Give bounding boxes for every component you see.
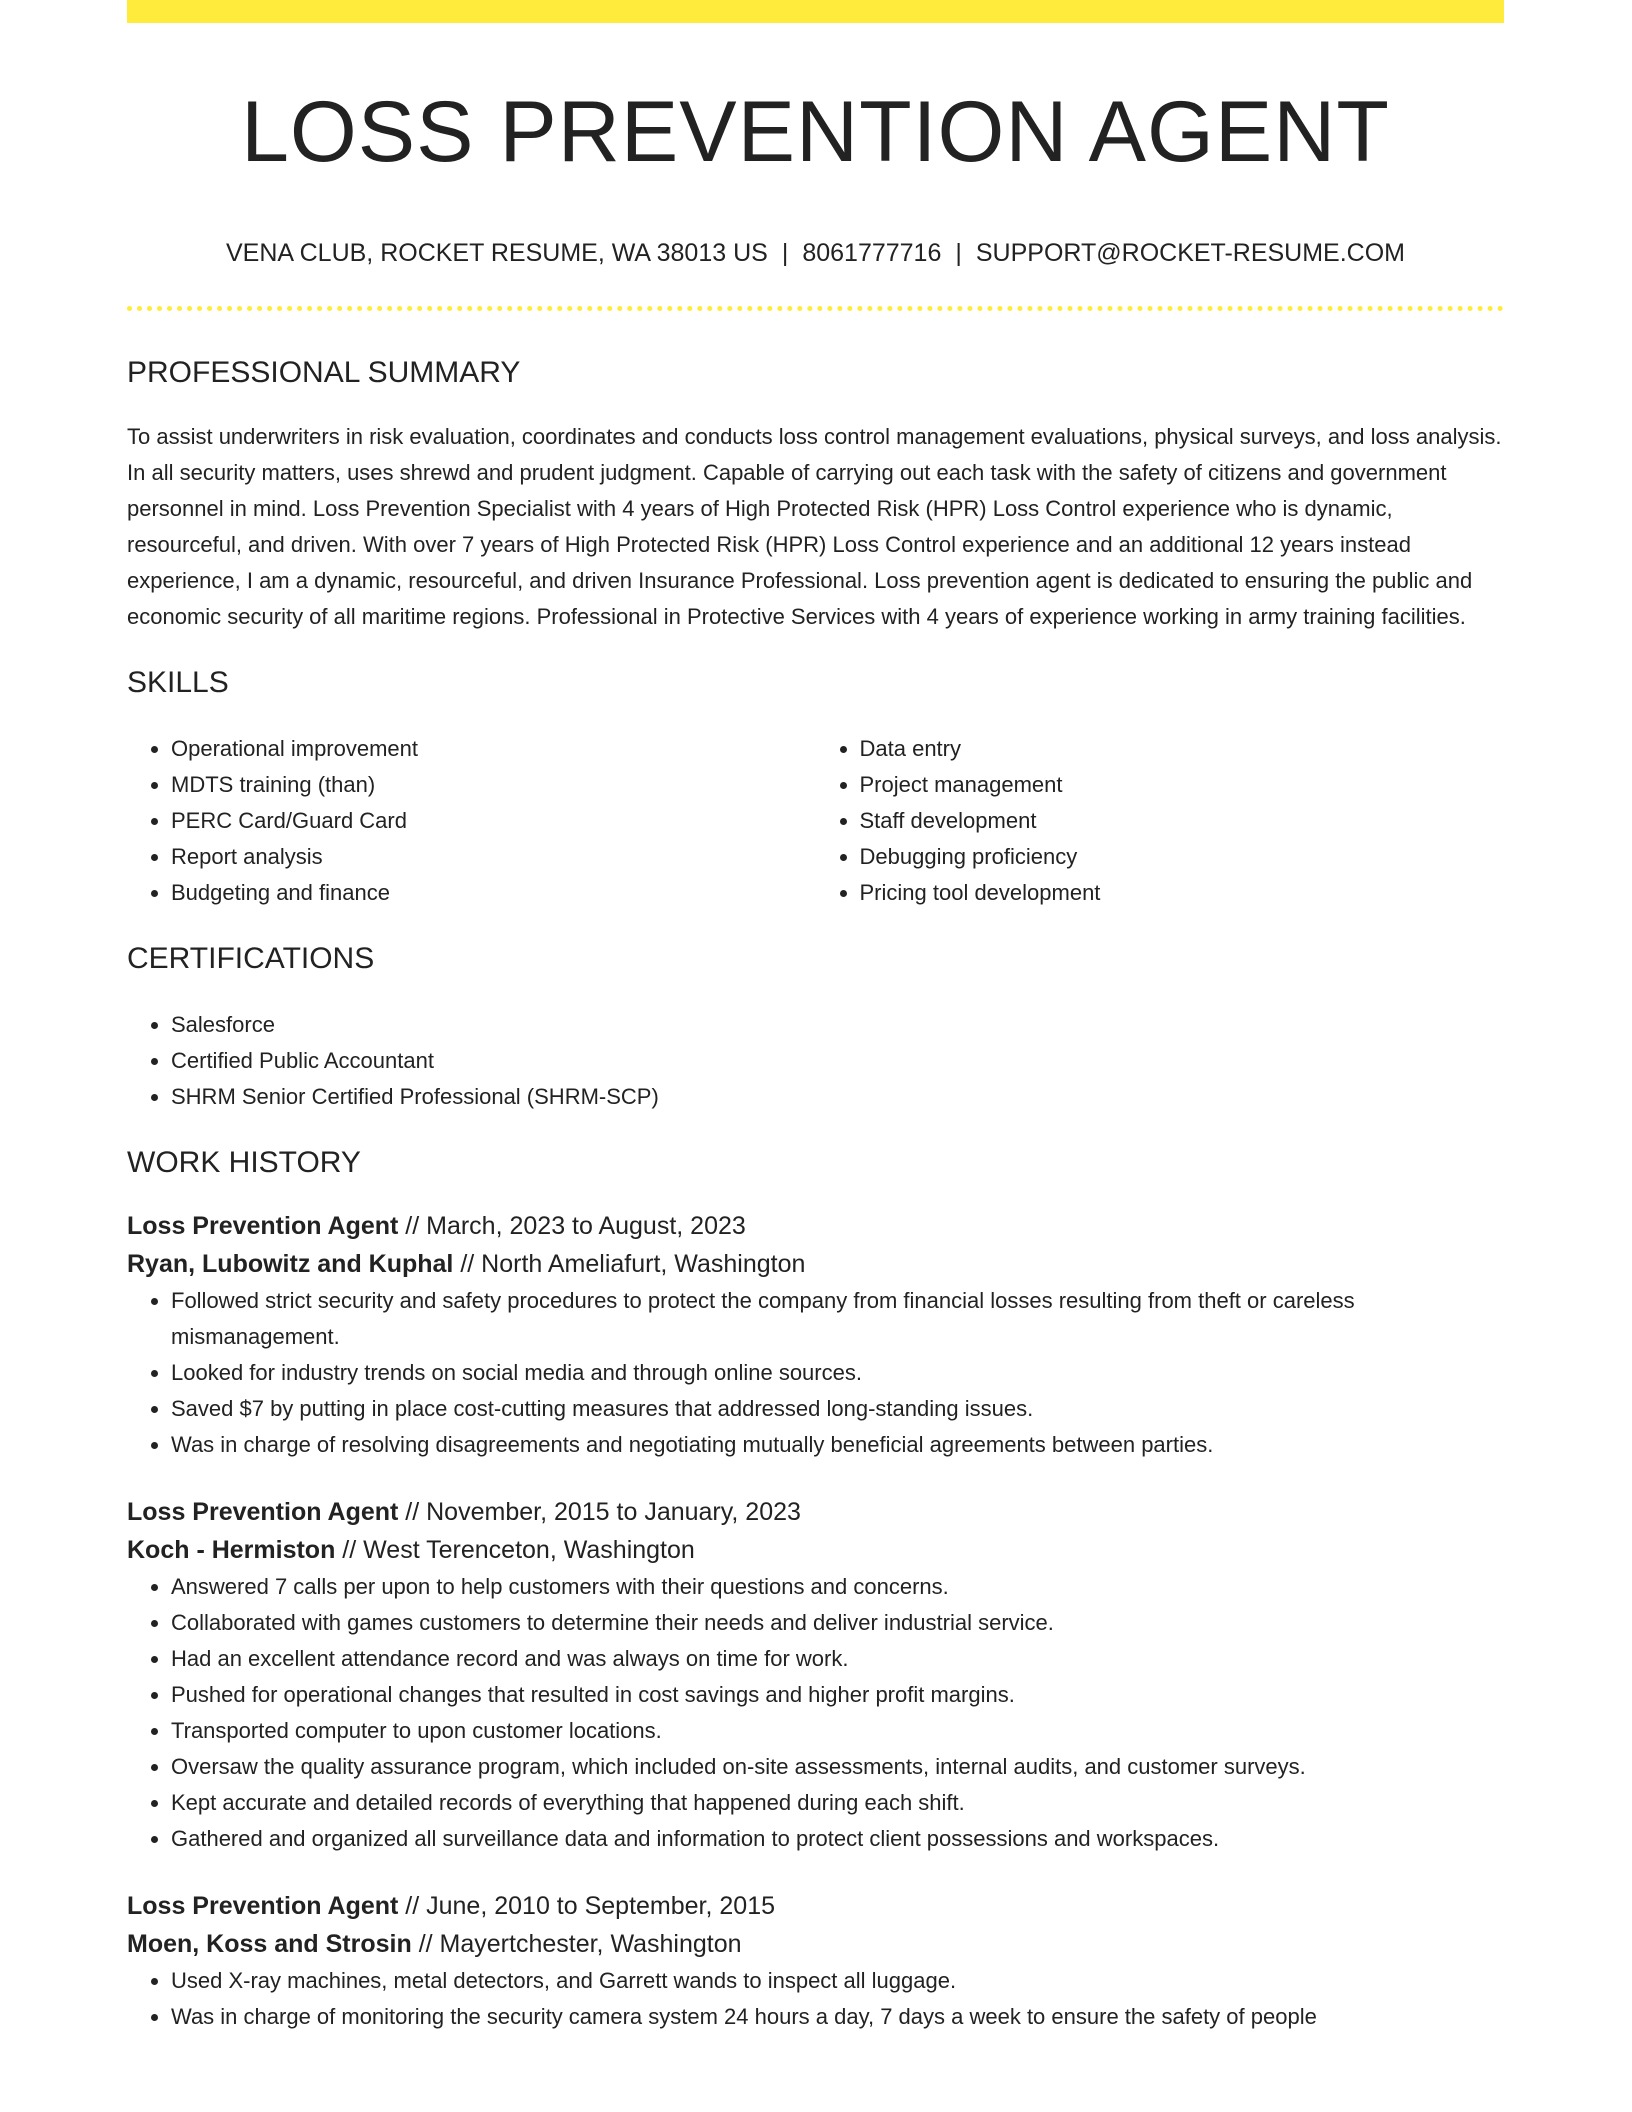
contact-address: VENA CLUB, ROCKET RESUME, WA 38013 US [225,238,768,267]
skill-item: • Debugging proficiency [860,839,1505,875]
job-entry [127,1493,1504,1857]
job-duty: • Followed strict security and safety procedures to protect the company from financial losses resulting from theft or careless mismanagement. [171,1283,1504,1355]
job-duty: • Used X-ray machines, metal detectors, and Garrett wands to inspect all luggage. [171,1963,1504,1999]
skill-item: • Pricing tool development [860,875,1505,911]
skill-item: • Operational improvement [171,731,816,767]
job-title-line [127,1493,1504,1531]
job-company: Ryan, Lubowitz and Kuphal [127,1249,454,1278]
skills-column-left [127,731,816,911]
job-title-line [127,1207,1504,1245]
job-dates: // November, 2015 to January, 2023 [398,1497,801,1526]
job-duty: • Answered 7 calls per upon to help customers with their questions and concerns. [171,1569,1504,1605]
job-role: Loss Prevention Agent [127,1497,399,1526]
skill-item: • MDTS training (than) [171,767,816,803]
summary-heading: PROFESSIONAL SUMMARY [127,355,521,389]
job-entry [127,1887,1504,2035]
job-company: Moen, Koss and Strosin [127,1929,412,1958]
certifications-list-wrapper [127,1007,1504,1115]
job-duties-list [127,1569,1504,1857]
job-duty: • Kept accurate and detailed records of everything that happened during each shift. [171,1785,1504,1821]
resume-page [127,0,1504,2035]
skill-item: • Staff development [860,803,1505,839]
job-duty: • Pushed for operational changes that resulted in cost savings and higher profit margins. [171,1677,1504,1713]
candidate-name: LOSS PREVENTION AGENT [241,84,1390,180]
job-duty: • Transported computer to upon customer locations. [171,1713,1504,1749]
skills-list-left [127,731,816,911]
job-duty: • Looked for industry trends on social media and through online sources. [171,1355,1504,1391]
skills-column-right [816,731,1505,911]
job-title-line [127,1887,1504,1925]
certification-item: • SHRM Senior Certified Professional (SHRM-SCP) [171,1079,1504,1115]
contact-phone: 8061777716 [802,238,942,267]
certifications-heading: CERTIFICATIONS [127,941,375,975]
job-role: Loss Prevention Agent [127,1211,399,1240]
job-location: // West Terenceton, Washington [335,1535,695,1564]
certification-item: • Certified Public Accountant [171,1043,1504,1079]
job-duty: • Had an excellent attendance record and was always on time for work. [171,1641,1504,1677]
job-company: Koch - Hermiston [127,1535,336,1564]
job-company-line [127,1531,1504,1569]
contact-line [127,238,1504,268]
skill-item: • Report analysis [171,839,816,875]
skill-item: • Project management [860,767,1505,803]
skill-item: • Data entry [860,731,1505,767]
job-company-line [127,1245,1504,1283]
skill-item: • PERC Card/Guard Card [171,803,816,839]
job-company-line [127,1925,1504,1963]
skill-item: • Budgeting and finance [171,875,816,911]
job-duty: • Collaborated with games customers to determine their needs and deliver industrial service. [171,1605,1504,1641]
job-duty: • Gathered and organized all surveillance data and information to protect client possessions and workspaces. [171,1821,1504,1857]
job-duty: • Oversaw the quality assurance program, which included on-site assessments, internal audits, and customer surveys. [171,1749,1504,1785]
skills-list-right [816,731,1505,911]
skills-grid [127,731,1504,911]
certification-item: • Salesforce [171,1007,1504,1043]
certifications-list [127,1007,1504,1115]
job-duty: • Was in charge of resolving disagreements and negotiating mutually beneficial agreements between parties. [171,1427,1504,1463]
job-dates: // March, 2023 to August, 2023 [398,1211,746,1240]
job-role: Loss Prevention Agent [127,1891,399,1920]
job-location: // North Ameliafurt, Washington [453,1249,806,1278]
job-entry [127,1207,1504,1463]
contact-email: SUPPORT@ROCKET-RESUME.COM [975,238,1406,267]
job-duties-list [127,1283,1504,1463]
job-duties-list [127,1963,1504,2035]
contact-separator: | [955,238,962,267]
job-dates: // June, 2010 to September, 2015 [398,1891,776,1920]
header-divider [127,306,1504,311]
summary-text: To assist underwriters in risk evaluation, coordinates and conducts loss control management evaluations, physical surveys, and loss analysis. In all security matters, uses shrewd and prudent judgment. Capable of carrying out each task with the safety of citizens and government personnel in mind. Loss Prevention Specialist with 4 years of High Protected Risk (HPR) Loss Control experience who is dynamic, resourceful, and driven. With over 7 years of High Protected Risk (HPR) Loss Control experience and an additional 12 years instead experience, I am a dynamic, resourceful, and driven Insurance Professional. Loss prevention agent is dedicated to ensuring the public and economic security of all maritime regions. Professional in Protective Services with 4 years of experience working in army training facilities. [127,423,1502,629]
skills-heading: SKILLS [127,665,229,699]
job-duty: • Saved $7 by putting in place cost-cutting measures that addressed long-standing issues. [171,1391,1504,1427]
job-location: // Mayertchester, Washington [411,1929,742,1958]
job-duty: • Was in charge of monitoring the security camera system 24 hours a day, 7 days a week to ensure the safety of people [171,1999,1504,2035]
contact-separator: | [781,238,789,267]
accent-bar [127,0,1504,23]
work-history-heading: WORK HISTORY [127,1145,361,1179]
